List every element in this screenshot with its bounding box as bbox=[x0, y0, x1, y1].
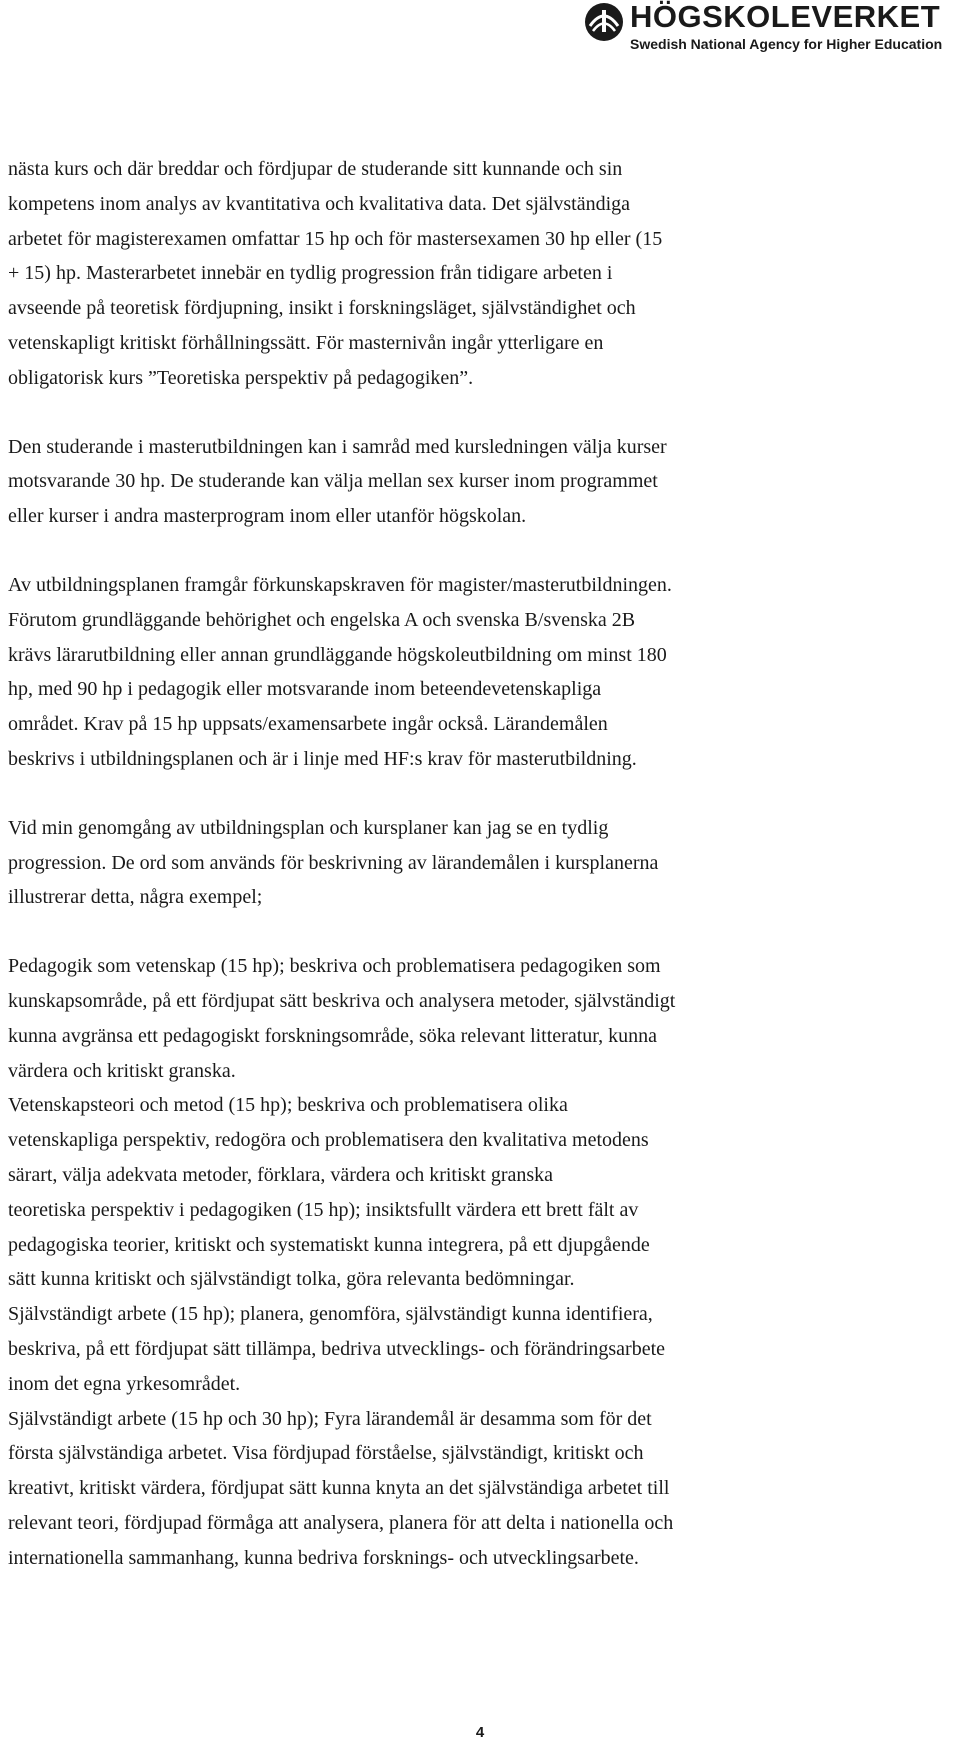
text-line: kunskapsområde, på ett fördjupat sätt beskriva och analysera metoder, självständigt bbox=[8, 989, 676, 1012]
text-line: vetenskapligt kritiskt förhållningssätt. För masternivån ingår ytterligare en bbox=[8, 331, 604, 354]
text-line: kompetens inom analys av kvantitativa och kvalitativa data. Det självständiga bbox=[8, 192, 631, 215]
text-line: kunna avgränsa ett pedagogiskt forskningsområde, söka relevant litteratur, kunna bbox=[8, 1024, 658, 1047]
logo-tagline: Swedish National Agency for Higher Education bbox=[630, 36, 943, 52]
text-line: progression. De ord som används för beskrivning av lärandemålen i kursplanerna bbox=[8, 851, 659, 874]
text-line: sätt kunna kritiskt och självständigt tolka, göra relevanta bedömningar. bbox=[8, 1268, 575, 1291]
text-line: hp, med 90 hp i pedagogik eller motsvarande inom beteendevetenskapliga bbox=[8, 678, 602, 701]
text-line: illustrerar detta, några exempel; bbox=[8, 886, 263, 909]
text-line: krävs lärarutbildning eller annan grundläggande högskoleutbildning om minst 180 bbox=[8, 643, 667, 666]
text-line: Självständigt arbete (15 hp och 30 hp); Fyra lärandemål är desamma som för det bbox=[8, 1407, 652, 1430]
text-line: inom det egna yrkesområdet. bbox=[8, 1372, 241, 1395]
text-line: avseende på teoretisk fördjupning, insikt i forskningsläget, självständighet och bbox=[8, 297, 636, 320]
paragraph bbox=[8, 152, 863, 396]
text-line: Av utbildningsplanen framgår förkunskapskraven för magister/masterutbildningen. bbox=[8, 573, 672, 596]
page-number: 4 bbox=[475, 1724, 485, 1741]
document-body bbox=[8, 152, 863, 1575]
logo-name: HÖGSKOLEVERKET bbox=[630, 0, 941, 34]
paragraph bbox=[8, 568, 863, 777]
paragraph bbox=[8, 430, 863, 534]
text-line: arbetet för magisterexamen omfattar 15 hp och för mastersexamen 30 hp eller (15 bbox=[8, 227, 663, 250]
text-line: Pedagogik som vetenskap (15 hp); beskriva och problematisera pedagogiken som bbox=[8, 955, 661, 978]
text-line: beskrivs i utbildningsplanen och är i linje med HF:s krav för masterutbildning. bbox=[8, 747, 637, 770]
text-line: relevant teori, fördjupad förmåga att analysera, planera för att delta i nationella och bbox=[8, 1511, 674, 1534]
paragraph bbox=[8, 811, 863, 915]
text-line: eller kurser i andra masterprogram inom eller utanför högskolan. bbox=[8, 505, 527, 528]
text-line: nästa kurs och där breddar och fördjupar de studerande sitt kunnande och sin bbox=[8, 158, 623, 180]
text-line: Vetenskapsteori och metod (15 hp); beskriva och problematisera olika bbox=[8, 1094, 568, 1117]
text-line: obligatorisk kurs ”Teoretiska perspektiv på pedagogiken”. bbox=[8, 366, 474, 389]
text-line: beskriva, på ett fördjupat sätt tillämpa, bedriva utvecklings- och förändringsarbete bbox=[8, 1337, 666, 1360]
text-line: teoretiska perspektiv i pedagogiken (15 hp); insiktsfullt värdera ett brett fält av bbox=[8, 1198, 639, 1221]
text-line: Självständigt arbete (15 hp); planera, genomföra, självständigt kunna identifiera, bbox=[8, 1303, 653, 1326]
paragraph bbox=[8, 949, 863, 1575]
text-line: Vid min genomgång av utbildningsplan och kursplaner kan jag se en tydlig bbox=[8, 816, 609, 839]
hogskoleverket-emblem-icon bbox=[584, 2, 624, 42]
text-line: Förutom grundläggande behörighet och engelska A och svenska B/svenska 2B bbox=[8, 608, 636, 631]
text-line: särart, välja adekvata metoder, förklara, värdera och kritiskt granska bbox=[8, 1163, 554, 1186]
text-line: internationella sammanhang, kunna bedriva forsknings- och utvecklingsarbete. bbox=[8, 1546, 639, 1569]
text-line: + 15) hp. Masterarbetet innebär en tydlig progression från tidigare arbeten i bbox=[8, 262, 613, 285]
header-logo bbox=[584, 0, 954, 60]
text-line: Den studerande i masterutbildningen kan i samråd med kursledningen välja kurser bbox=[8, 435, 667, 458]
text-line: motsvarande 30 hp. De studerande kan välja mellan sex kurser inom programmet bbox=[8, 470, 658, 493]
text-line: pedagogiska teorier, kritiskt och systematiskt kunna integrera, på ett djupgående bbox=[8, 1233, 650, 1256]
text-line: området. Krav på 15 hp uppsats/examensarbete ingår också. Lärandemålen bbox=[8, 713, 608, 736]
text-line: kreativt, kritiskt värdera, fördjupat sätt kunna knyta an det självständiga arbetet till bbox=[8, 1477, 670, 1500]
text-line: första självständiga arbetet. Visa fördjupad förståelse, självständigt, kritiskt och bbox=[8, 1442, 644, 1465]
text-line: vetenskapliga perspektiv, redogöra och problematisera den kvalitativa metodens bbox=[8, 1129, 649, 1152]
text-line: värdera och kritiskt granska. bbox=[8, 1059, 236, 1082]
